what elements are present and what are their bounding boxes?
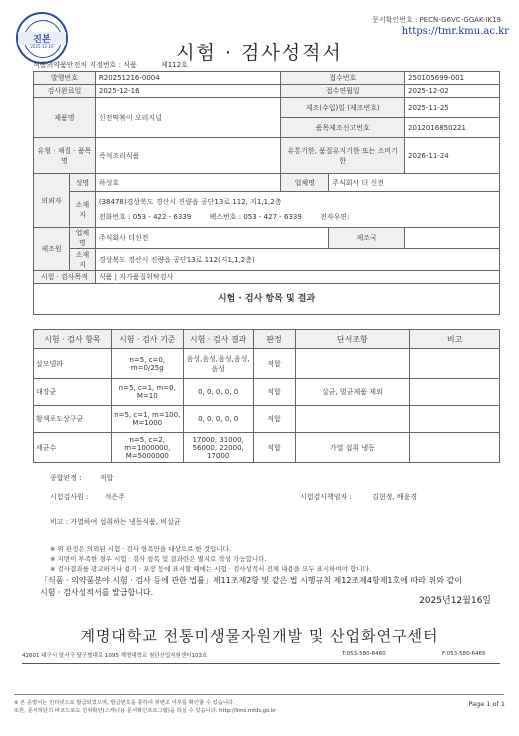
row-judge: 적합 (253, 379, 295, 406)
tel-number: T:053-580-6460 (342, 651, 386, 657)
client-company-label: 업체명 (281, 174, 329, 192)
product-value: 신전떡볶이 오리지널 (95, 98, 281, 138)
verification-url[interactable]: https://tmr.kmu.ac.kr (401, 26, 509, 37)
row-remark (410, 379, 500, 406)
col-item: 시험 · 검사 항목 (34, 330, 112, 349)
country-value (405, 228, 500, 249)
maker-company-value: 주식회사 더신전 (95, 228, 328, 249)
phone-label: 전화번호 : (98, 213, 131, 221)
page-title: 시험 · 검사성적서 (176, 42, 343, 64)
institution-name: 계명대학교 전통미생물자원개발 및 산업화연구센터 (80, 627, 439, 645)
supervisor-label: 시험검사책임자 : (300, 493, 352, 501)
maker-address-label: 소재지 (69, 249, 95, 271)
purpose-label: 시험 · 검사목적 (34, 271, 96, 284)
tester-line (50, 492, 125, 502)
country-label: 제조국 (329, 228, 405, 249)
purpose-value: 식품 | 자가품질위탁검사 (95, 271, 499, 284)
client-name-value: 하성호 (95, 174, 281, 192)
row-clause: 살균, 멸균제품 제외 (295, 379, 410, 406)
type-value: 즉석조리식품 (95, 138, 281, 174)
email-label: 전자우편: (320, 213, 350, 221)
fax-number: F:053-580-6465 (442, 651, 486, 657)
col-judge: 판정 (253, 330, 295, 349)
row-standard: n=5, c=1, m=100, M=1000 (111, 406, 183, 433)
col-result: 시험 · 검사 결과 (183, 330, 253, 349)
mfg-date-label: 제조(수입)일 (제조번호) (281, 98, 405, 118)
report-no-label: 품목제조신고번호 (281, 118, 405, 138)
table-row (34, 406, 500, 433)
remark-line: 비고 : 가열하여 섭취하는 냉동식품, 비살균 (50, 518, 181, 526)
col-standard: 시험 · 검사 기준 (111, 330, 183, 349)
phone-value: 053 - 422 - 6339 (132, 213, 192, 221)
completion-date-label: 검사완료일 (34, 85, 96, 98)
client-address-label: 소재지 (69, 192, 95, 228)
row-clause (295, 349, 410, 379)
table-row (34, 349, 500, 379)
row-item: 세균수 (34, 433, 112, 463)
results-table (33, 329, 500, 463)
note-3: ※ 검사결과를 광고하거나 용기 · 포장 등에 표시할 때에는 시험 · 검사성적서 전체 내용을 모두 표시하여야 합니다. (50, 565, 371, 573)
footer-line-1: ※ 본 증명서는 인터넷으로 발급되었으며, 발급번호를 통하여 위변조 여부를 확인할 수 있습니다. (14, 700, 235, 706)
table-row (34, 433, 500, 463)
row-remark (410, 406, 500, 433)
row-judge: 적합 (253, 406, 295, 433)
maker-address-value: 경상북도 경산시 진량읍 공단13로 112(지1,1,2층) (95, 249, 499, 271)
expiry-label: 유통기한, 품질유지기한 또는 소비기한 (281, 138, 405, 174)
seal-date: 2025-12-16 (30, 44, 54, 49)
row-clause: 가열 섭취 냉동 (295, 433, 410, 463)
note-1: ※ 위 판정은 의뢰된 시험 · 검사 항목만을 대상으로 한 것입니다. (50, 545, 231, 553)
client-address-value: (38478)경상북도 경산시 진량읍 공단13로 112, 지1,1,2층 (98, 198, 282, 206)
col-remark: 비고 (410, 330, 500, 349)
issue-no-label: 발행번호 (34, 72, 96, 85)
row-judge: 적합 (253, 349, 295, 379)
receipt-date-label: 접수연월일 (281, 85, 405, 98)
client-address-block (95, 192, 499, 228)
row-judge: 적합 (253, 433, 295, 463)
row-result: 음성,음성,음성,음성,음성 (183, 349, 253, 379)
row-standard: n=5, c=0, m=0/25g (111, 349, 183, 379)
info-table (33, 71, 500, 284)
document-number: 문서확인번호 : PECN-G6VC-GGAK-IK19 (372, 16, 501, 24)
legal-basis-text: 「식품 · 의약품분야 시험 · 검사 등에 관한 법률」제11조제2항 및 같은 법 시행규칙 제12조제4항제1호에 따라 위와 같이 시험 · 검사성적서를 발급합니다. (40, 576, 462, 597)
client-label: 의뢰자 (34, 174, 70, 228)
seal-main-text: 진본 (18, 32, 66, 45)
results-header-row (34, 330, 500, 349)
type-label: 유형 · 재질 · 품목명 (34, 138, 96, 174)
receipt-date-value: 2025-12-02 (405, 85, 500, 98)
row-result: 17000, 31000, 56000, 22000, 17000 (183, 433, 253, 463)
issue-no-value: R20251216-0004 (95, 72, 281, 85)
tester-label: 시험검사원 : (50, 493, 89, 501)
overall-label: 종합판정 : (50, 474, 82, 482)
row-clause (295, 406, 410, 433)
row-standard: n=5, c=1, m=0, M=10 (111, 379, 183, 406)
address-text: 42601 대구시 달서구 달구벌대로 1095 계명대학교 첨단산업지원센터103호 (22, 653, 208, 659)
issue-date: 2025년12월16일 (419, 596, 491, 606)
receipt-no-value: 250105699-001 (405, 72, 500, 85)
mfg-date-value: 2025-11-25 (405, 98, 500, 118)
designation-text: 식품의약품안전처 지정번호 : 식품 (33, 61, 137, 69)
row-item: 살모넬라 (34, 349, 112, 379)
footer-line-2: 또한, 문서하단의 바코드로도 진위확인(스캐너용 문서확인프로그램)을 하실 수 있습니다. http://lims.mfds.go.kr (14, 708, 277, 714)
note-2: ※ 지면이 부족한 경우 시험 · 검사 항목 및 결과란은 별지로 작성 가능합니다. (50, 555, 267, 563)
supervisor-line (300, 492, 417, 502)
row-remark (410, 433, 500, 463)
fax-label: 팩스번호 : 053 - 427 - 6339 (209, 213, 302, 221)
supervisor-value: 김현정, 배윤경 (372, 493, 418, 501)
report-no-value: 2012016850221 (405, 118, 500, 138)
row-result: 0, 0, 0, 0, 0 (183, 379, 253, 406)
table-row (34, 379, 500, 406)
row-item: 황색포도상구균 (34, 406, 112, 433)
receipt-no-label: 접수번호 (281, 72, 405, 85)
row-standard: n=5, c=2, m=1000000, M=5000000 (111, 433, 183, 463)
page-indicator: Page 1 of 1 (468, 700, 505, 708)
results-section-title: 시험 · 검사 항목 및 결과 (33, 283, 500, 315)
designation-line (33, 60, 210, 70)
maker-company-label: 업체명 (69, 228, 95, 249)
completion-date-value: 2025-12-16 (95, 85, 281, 98)
row-item: 대장균 (34, 379, 112, 406)
client-company-value: 주식회사 더 신전 (329, 174, 500, 192)
row-result: 0, 0, 0, 0, 0 (183, 406, 253, 433)
col-clause: 단서조항 (295, 330, 410, 349)
footer-notes (14, 694, 504, 714)
institution-address (22, 651, 500, 664)
product-label: 제품명 (34, 98, 96, 138)
designation-number: 제112호 (160, 61, 188, 69)
client-name-label: 성명 (69, 174, 95, 192)
expiry-value: 2026-11-24 (405, 138, 500, 174)
overall-value: 적합 (99, 474, 114, 482)
tester-value: 석은주 (104, 493, 125, 501)
row-remark (410, 349, 500, 379)
client-contact-line (99, 212, 496, 222)
overall-judgement (50, 473, 113, 483)
maker-label: 제조원 (34, 228, 70, 271)
